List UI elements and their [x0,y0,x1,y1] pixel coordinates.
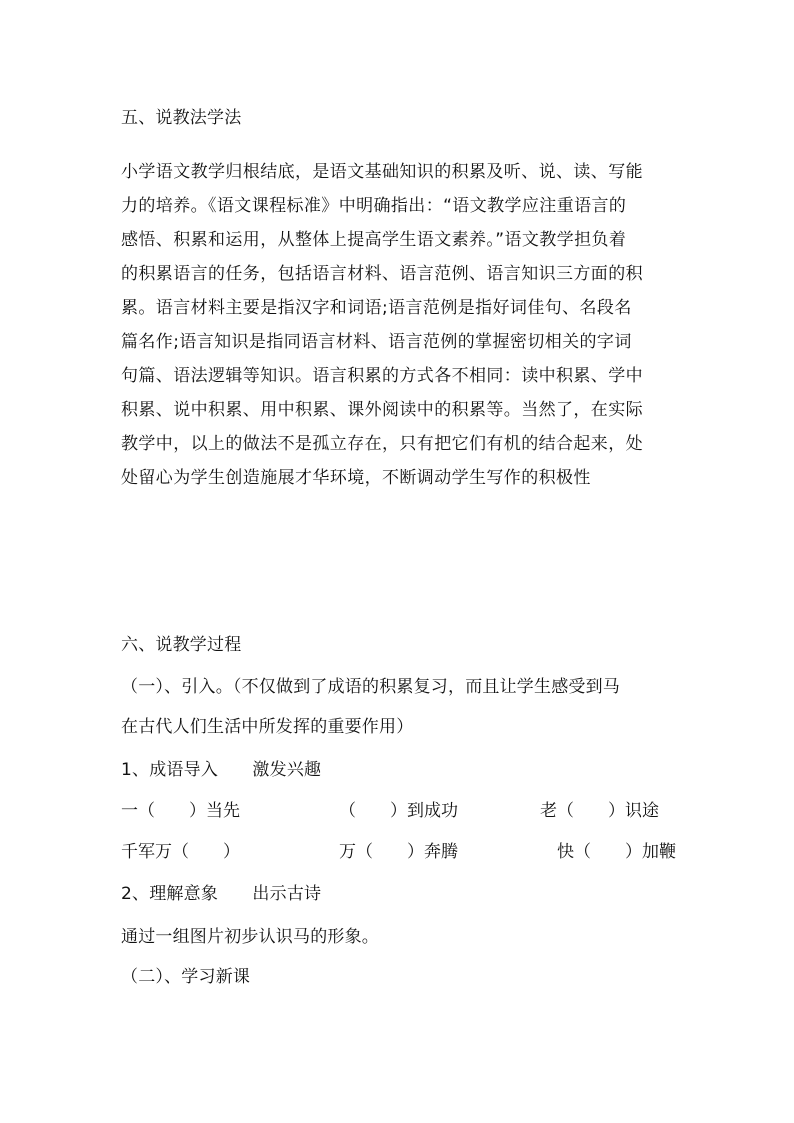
paragraph-line: 积累、说中积累、用中积累、课外阅读中的积累等。当然了，在实际 [121,400,643,420]
section-5-paragraph [121,155,681,495]
paragraph-line: 句篇、语法逻辑等知识。语言积累的方式各不相同：读中积累、学中 [121,366,643,386]
paragraph-line: 篇名作;语言知识是指同语言材料、语言范例的掌握密切相关的字词 [121,332,632,352]
idiom-blank: 老（ ）识途 [540,801,659,821]
part-1-line-2: 在古代人们生活中所发挥的重要作用） [121,717,414,737]
paragraph-line: 小学语文教学归根结底，是语文基础知识的积累及听、说、读、写能 [121,162,643,182]
section-6-heading: 六、说教学过程 [121,635,242,655]
paragraph-line: 教学中，以上的做法不是孤立存在，只有把它们有机的结合起来，处 [121,434,643,454]
idiom-blank: 千军万（ ） [121,842,240,862]
paragraph-line: 累。语言材料主要是指汉字和词语;语言范例是指好词佳句、名段名 [121,298,632,318]
part-1-line-1: （一）、引入。（不仅做到了成语的积累复习，而且让学生感受到马 [121,677,620,697]
idiom-blank: 一（ ）当先 [121,801,240,821]
idiom-blank: （ ）到成功 [339,801,458,821]
paragraph-line: 的积累语言的任务，包括语言材料、语言范例、语言知识三方面的积 [121,264,643,284]
step-2-title: 2、理解意象 出示古诗 [121,884,322,904]
idiom-blank: 万（ ）奔腾 [339,842,458,862]
paragraph-line: 处留心为学生创造施展才华环境，不断调动学生写作的积极性 [121,468,591,488]
paragraph-line: 力的培养。《语文课程标准》中明确指出：“语文教学应注重语言的 [121,196,627,216]
step-1-title: 1、成语导入 激发兴趣 [121,760,322,780]
idiom-blank: 快（ ）加鞭 [557,842,676,862]
step-2-description: 通过一组图片初步认识马的形象。 [121,927,379,947]
section-5-heading: 五、说教法学法 [121,108,242,128]
paragraph-line: 感悟、积累和运用，从整体上提高学生语文素养。”语文教学担负着 [121,230,627,250]
part-2-heading: （二）、学习新课 [121,967,251,987]
